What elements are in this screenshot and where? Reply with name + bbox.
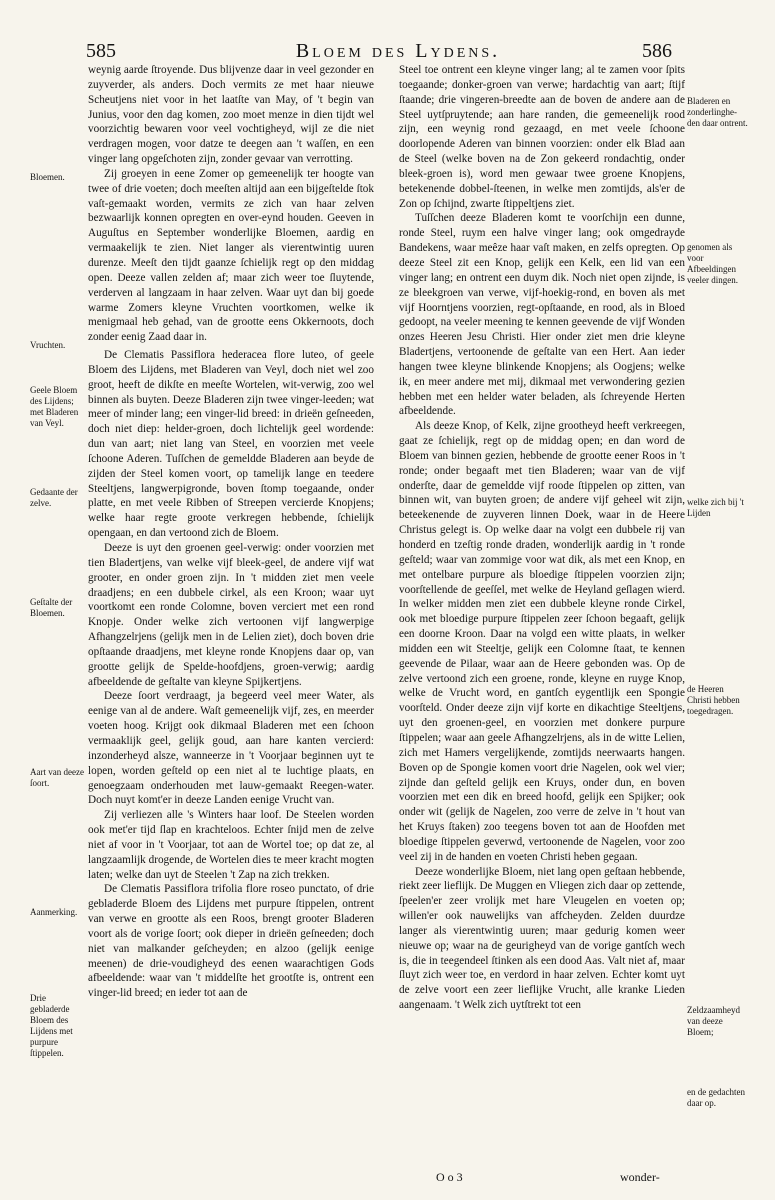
paragraph: De Clematis Passiflora trifolia flore roseo punctato, of drie gebladerde Bloem des Lijdens met purpure ſtippelen, ontrent van verwe en grootte als een Roos, brengt grooter Bladeren voort als de vorige ſoort; ook dieper in drieën geſneeden; doch niet van malkander geſcheyden; en alzoo (gelijk eenige meenen) de drie-voudigheyd des eenen waarachtigen Gods afbeeldende: waar van 't middelſte het grootſte is, ontrent een vinger-lid breed; en ieder tot aan de xyxy=(88,883,374,1000)
margin-note-left: Geele Bloem des Lijdens; met Bladeren van Veyl. xyxy=(30,385,79,428)
paragraph: Deeze ſoort verdraagt, ja begeerd veel meer Water, als eenige van al de andere. Waſt gemeenelijk vijf, zes, en meerder voeten hoog. Krijgt ook dikmaal Bladeren met een ſchoon vermaaklijk geel, gelijk goud, aan hare kanten vercierd: inzonderheyd alsze, wanneerze in 't Voorjaar beginnen uyt te lopen, worden geſteld op een niet al te luchtige plaats, en genoegzaam onderhouden met lauw-gemaakt Reegen-water. Doch nuyt komt'er in deeze Landen eenige Vrucht van. xyxy=(88,690,374,807)
right-text-column xyxy=(399,63,685,1013)
paragraph: Zij groeyen in eene Zomer op gemeenelijk ter hoogte van twee of drie voeten; doch meeſten altijd aan een bijgeſtelde ſtok vaſt-gemaakt worden, vermits ze zich van haar zelven bezwaarlijk konnen opregten en over-eynd houden. Geeven in Auguſtus en September wonderlijke Bloemen, aardig en vermaakelijk te zien. Niet langer als vierentwintig uuren durenze. Meeſt den tijdt gaanze ſchielijk regt op den middag open. Deeze vallen zelden af; maar zich weer toe ſluytende, verderven al langzaam in haar zelven. Waar uyt dan bij goede warme Zomers kleyne Vruchten voortkomen, welke ik menigmaal heb gehad, van de grootte eens Okkernoots, doch zonder eenig Zaad daar in. xyxy=(88,167,374,344)
margin-note-right: Bladeren en zonderlinghe-den daar ontrent. xyxy=(687,96,748,128)
running-title: Bloem des Lydens. xyxy=(295,40,501,62)
paragraph: Zij verliezen alle 's Winters haar loof. De Steelen worden ook met'er tijd ſlap en krachteloos. Echter ſnijd men de zelve niet af voor in 't Voorjaar, tot aan de Wortel toe; op dat ze, al langzaamlijk drogende, de Wortelen dies te meer kracht mogten laten; welke dan uyt de Steelen 't Zap na zich trekken. xyxy=(88,809,374,881)
margin-note-left: Bloemen. xyxy=(30,172,65,182)
margin-note-right: de Heeren Christi hebben toegedragen. xyxy=(687,684,740,716)
catchword: wonder- xyxy=(620,1170,660,1184)
margin-note-left: Vruchten. xyxy=(30,340,66,350)
page-number-right: 586 xyxy=(642,40,672,62)
margin-note-left: Aanmerking. xyxy=(30,907,78,917)
paragraph: Tuſſchen deeze Bladeren komt te voorſchijn een dunne, ronde Steel, ruym een halve vinger lang; ook omgedrayde Bandekens, waar meêze haar vaſt maken, en zelfs opregten. Op deeze Steel zit een Knop, gelijk een Kelk, een lid van een vinger lang; en ontrent een duym dik. Noch niet open zijnde, is ze bleekgroen van verwe, vijf-hoekig-rond, en boven als met vijf Hoorntjens voorzien, regt-opſtaande, en rood, als in Bloed gedoopt, na veeler meening te kennen geevende de vijf Wonden onzes Heeren Jesu Christi. Hier onder ziet men drie kleyne Bladertjens, vertoonende de geſtalte van een Hert. Aan ieder hangen twee kleyne blinkende Knopjens; als Oogjens; welke ik, en meer andere met mij, dikmaal met verwondering gezien hebben met een helder water beladen, als ſchreyende Herten afbeeldende. xyxy=(399,212,685,418)
paragraph: Als deeze Knop, of Kelk, zijne grootheyd heeft verkreegen, gaat ze ſchielijk, regt op de middag open; en dan word de Bloem van binnen gezien, hebbende de grootte eener Roos in 't ronde; onder begaaft met tien Bladeren; waar van de vijf onderſte, daar de gemeldde vijf roode ſtippelen op zitten, van binnen wit, van buyten groen; de andere vijf geheel wit zijn, beteekenende de zuyveren linnen Doek, waar in de Heere Christus gelegt is. Op welke daar na volgt een dubbele rij van honderd en tzeſtig ronde draden, wonderlijk aardig in 't ronde geſteld; waar van zommige voor wat dik, als met een Knop, en met ontelbare purpure als bloedige ſtippelen voorzien zijn; voorſtellende de geeſſel, met welke de Heyland geſlagen wierd. In welker midden men ziet een dubbele kleyne ronde Cirkel, ook met bloedige purpure ſtippelen zeer ſchoon begaaft, gelijk een doorne Kroon. Daar na volgd een witte plaats, in welker midden een wit Steeltje, gelijk een Colomne ſtaat, te kennen geevende de Pilaar, waar aan de Heere gebonden was. Op de zelve vertoond zich een groene, ronde, kleyne en ruyge Knop, welke de Vrucht word, en gantſch eygentlijk een Spongie voorſteld. Onder deeze zijn vijf korte en dikachtige Steeltjens, uyt den groenen-geel, en voorzien met donkere purpure ſtippelen; waar aan geele Afhangzelrjens, als in de witte Lelien, zich met Hamers vergelijkende, zomtijds neerwaarts hangen. Boven op de Spongie komen voort drie Nagelen, ook wel vier; zijnde dan geſteld gelijk een Kruys, onder dun, en boven voorzien met een dik en breed hoofd, gelijk een Spijker; ook onder wit (gelijk de Nagelen, zoo verre de zelve in 't hout van het Kruys ſtaken) zoo teegens boven tot aan de Hoofden met bloedige ſtippelen geverwd, vertoonende de Nagelen, voor zoo veel zij in de handen en voeten Christi heben gegaan. xyxy=(399,420,685,863)
paragraph: De Clematis Passiflora hederacea flore luteo, of geele Bloem des Lijdens, met Bladeren van Veyl, doch niet wel zoo groot, heeft de dikſte en meeſte Wortelen, wit-verwig, zoo wel binnen als buyten. Deeze Bladeren zijn twee vinger-leeden; wat meer of minder lang; een vinger-lid breed: in drieën geſneeden, doch niet diep: helder-groen, doch lichtelijk geel wordende: dun van aart; niet lang van Steel, en voorzien met veele ſchoone Aderen. Tuſſchen de gemeldde Bladeren aan beyde de zijden der Steel komen voort, op tamelijk lange en teedere Steeltjens, langwerpigronde, boven ſtomp toegaande, onder platte, en met veele Ribben of Streepen vercierde Knopjens; welke haar regte groote verkregen hebbende, ſchielijk opengaan, en dan vertoond zich de Bloem. xyxy=(88,349,374,540)
page-number-left: 585 xyxy=(86,40,116,62)
margin-note-left: Aart van deeze ſoort. xyxy=(30,767,84,788)
margin-note-right: en de gedachten daar op. xyxy=(687,1087,745,1108)
paragraph: Steel toe ontrent een kleyne vinger lang; al te zamen voor ſpits toegaande; donker-groen van verwe; hardachtig van aart; ſtijf ſtaande; drie vingeren-breedte aan de boven de andere aan de Steel uytſpruytende; aan hare randen, die gemeenelijk rood zijn, een weynig rond gezaagd, en met veele ſchoone doorlopende Aderen van binnen voorzien: onder elk Blad aan de Steel (welke boven na de Zon gekeerd rondachtig, onder bleek-groen is), word men gewaar twee groene Knopjens, betekenende dobbel-ſteenen, in welke men zomtijds, als'er de Zon op ſchijnd, zwarte ſtippeltjens ziet. xyxy=(399,64,685,210)
paragraph: Deeze is uyt den groenen geel-verwig: onder voorzien met tien Bladertjens, van welke vijf bleek-geel, de andere vijf wat grooter, en onder groen zijn. In 't midden ziet men veele draadjens; en een dubbele cirkel, als een Kroon; waar uyt voortkomt een ronde Colomne, boven verciert met een rond Knopje. Onder welke zich vertoonen vijf langwerpige Afhangzelrjens (gelijk men in de Lelien ziet), doch boven drie opſtaande draadjens, met kleyne ronde Knopjens daar op, van grootte gelijk de Spelde-hoofdjens, groen-verwig; aardig afbeeldende de geſtalte van kleyne Spijkertjens. xyxy=(88,542,374,688)
margin-note-left: Geſtalte der Bloemen. xyxy=(30,597,73,618)
paragraph: weynig aarde ſtroyende. Dus blijvenze daar in veel gezonder en zuyverder, als anders. Doch vermits ze met haar nieuwe Scheutjens niet voor in het laatſte van May, of 't begin van Junius, voor den dag komen, zoo moet menze in dien tijdt wel voorzichtig bewaren voor veel vochtigheyd, wijl ze die niet verdragen mogen, voor datze te deegen aan 't waſſen, en een vinger lang opgeſchoten zijn, zonder gevaar van verrotting. xyxy=(88,64,374,166)
margin-note-right: welke zich bij 't Lijden xyxy=(687,497,744,518)
paragraph: Deeze wonderlijke Bloem, niet lang open geſtaan hebbende, riekt zeer lieflijk. De Muggen en Vliegen zich daar op zettende, ſpeelen'er zeer vrolijk met hare Vleugelen en voeten op; willen'er ook nauwelijks van affcheyden. Zelden duurdze langer als vierentwintig uuren; maar gedurig komen weer nieuwe op; waar na de geurigheyd van de vorige gantſch wech is, die in teegendeel ſtinken als een dood Aas. Valt niet af, maar ſluyt zich weer toe, en verdord in haar zelven. Echter komt uyt de zelve voort een zeer lieflijke Vrucht, alle kranke Lieden aangenaam. 't Welk zich uytſtrekt tot een xyxy=(399,865,685,1012)
margin-note-right: Zeldzaamheyd van deeze Bloem; xyxy=(687,1005,740,1037)
margin-note-right: genomen als voor Afbeeldingen veeler dingen. xyxy=(687,242,738,285)
margin-note-left: Gedaante der zelve. xyxy=(30,487,78,508)
left-text-column xyxy=(88,63,374,1001)
margin-note-left: Drie gebladerde Bloem des Lijdens met purpure ſtippelen. xyxy=(30,993,73,1058)
signature-mark: O o 3 xyxy=(436,1170,463,1184)
